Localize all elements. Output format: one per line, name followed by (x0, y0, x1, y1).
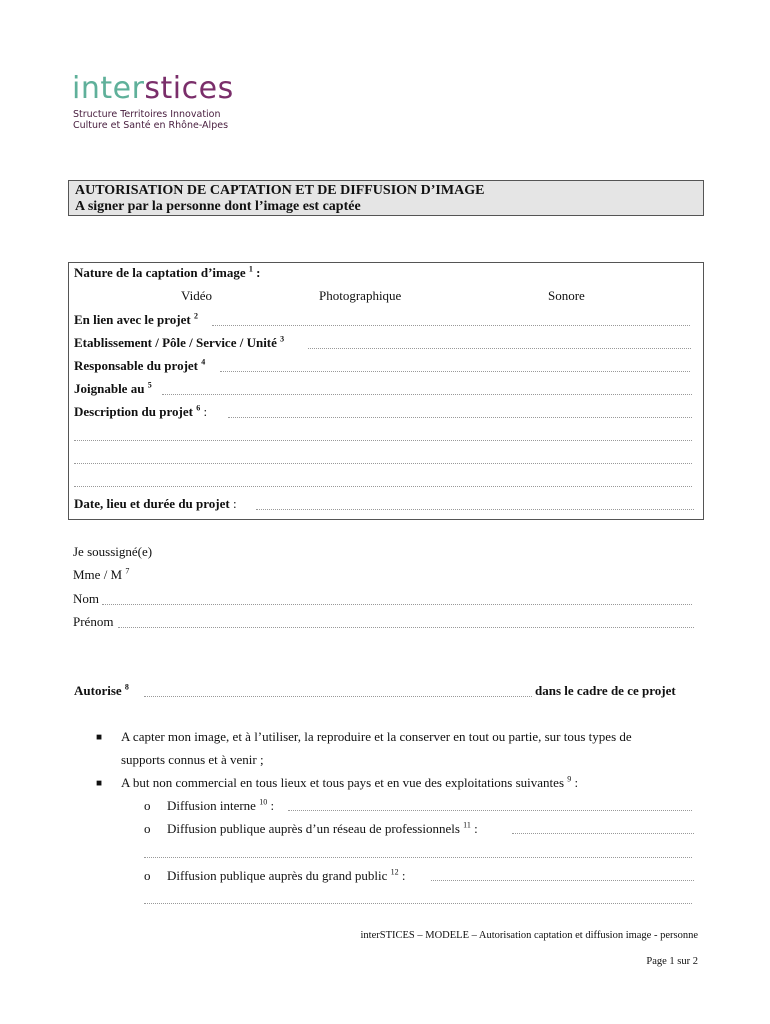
description-field[interactable] (228, 417, 692, 418)
logo-word-part2: stices (144, 71, 234, 106)
diffusion-interne-field[interactable] (288, 810, 692, 811)
joignable-label: Joignable au $^5$ (74, 380, 152, 396)
diffusion-grand-public-label: Diffusion publique auprès du grand public $^{12}$ : (167, 867, 406, 883)
circle-bullet-icon: o (144, 821, 151, 836)
footer-document-title: interSTICES – MODELE – Autorisation captation et diffusion image - personne (360, 930, 698, 941)
autorise-label: Autorise $^8$ (74, 682, 129, 698)
soussigne-label: Je soussigné(e) (73, 544, 153, 559)
description-line[interactable] (74, 486, 692, 487)
projet-field[interactable] (212, 325, 690, 326)
footnote-ref: 3 (280, 334, 285, 344)
etablissement-label: Etablissement / Pôle / Service / Unité $^3$ (74, 334, 285, 350)
date-lieu-label: Date, lieu et durée du projet : (74, 496, 237, 511)
date-lieu-field[interactable] (256, 509, 694, 510)
diffusion-professionnels-line[interactable] (144, 857, 692, 858)
diffusion-interne-label: Diffusion interne $^{10}$ : (167, 797, 275, 813)
joignable-field[interactable] (162, 394, 692, 395)
nom-field[interactable] (102, 604, 692, 605)
projet-label: En lien avec le projet $^2$ (74, 311, 198, 327)
bullet-non-commercial: A but non commercial en tous lieux et tous pays et en vue des exploitations suivantes $^9$ : (121, 774, 579, 790)
footnote-ref: 5 (147, 380, 152, 390)
nom-label: Nom (73, 591, 99, 606)
footnote-ref: 12 (390, 867, 399, 877)
footnote-ref: 6 (196, 403, 201, 413)
etablissement-field[interactable] (308, 348, 691, 349)
autorise-suffix: dans le cadre de ce projet (535, 683, 676, 698)
logo-subtitle-line1: Structure Territoires Innovation (73, 109, 221, 120)
footnote-ref: 4 (201, 357, 206, 367)
footnote-ref: 9 (567, 774, 572, 784)
logo-word-part1: inter (72, 71, 145, 106)
circle-bullet-icon: o (144, 868, 151, 883)
responsable-field[interactable] (220, 371, 690, 372)
civilite-label: Mme / M $^7$ (73, 566, 130, 582)
document-title: AUTORISATION DE CAPTATION ET DE DIFFUSION D’IMAGE (75, 183, 485, 198)
option-sonore[interactable]: Sonore (548, 288, 585, 303)
option-photographique[interactable]: Photographique (319, 288, 402, 303)
diffusion-grand-public-field[interactable] (431, 880, 694, 881)
diffusion-professionnels-field[interactable] (512, 833, 694, 834)
prenom-label: Prénom (73, 614, 114, 629)
footnote-ref: 10 (259, 797, 268, 807)
footnote-ref: 2 (194, 311, 198, 321)
title-box (68, 180, 704, 216)
logo (72, 72, 234, 106)
diffusion-professionnels-label: Diffusion publique auprès d’un réseau de professionnels $^{11}$ : (167, 820, 478, 836)
bullet-capture-line1: A capter mon image, et à l’utiliser, la reproduire et la conserver en tout ou partie, sur tous types de (121, 729, 632, 744)
option-video[interactable]: Vidéo (181, 288, 212, 303)
document-subtitle: A signer par la personne dont l’image est captée (75, 199, 361, 214)
description-label: Description du projet $^6$ : (74, 403, 208, 419)
footnote-ref: 8 (124, 682, 129, 692)
footnote-ref: 7 (125, 566, 130, 576)
nature-label: Nature de la captation d’image $^1$ : (74, 264, 261, 280)
circle-bullet-icon: o (144, 798, 151, 813)
description-line[interactable] (74, 440, 692, 441)
bullet-capture-line2: supports connus et à venir ; (121, 752, 264, 767)
prenom-field[interactable] (118, 627, 694, 628)
square-bullet-icon: ■ (96, 778, 103, 789)
diffusion-grand-public-line[interactable] (144, 903, 692, 904)
responsable-label: Responsable du projet $^4$ (74, 357, 206, 373)
autorise-field[interactable] (144, 696, 532, 697)
description-line[interactable] (74, 463, 692, 464)
square-bullet-icon: ■ (96, 732, 103, 743)
logo-subtitle-line2: Culture et Santé en Rhône-Alpes (73, 120, 229, 131)
footnote-ref: 1 (248, 264, 253, 274)
footer-page-number: Page 1 sur 2 (646, 956, 698, 967)
footnote-ref: 11 (463, 820, 471, 830)
